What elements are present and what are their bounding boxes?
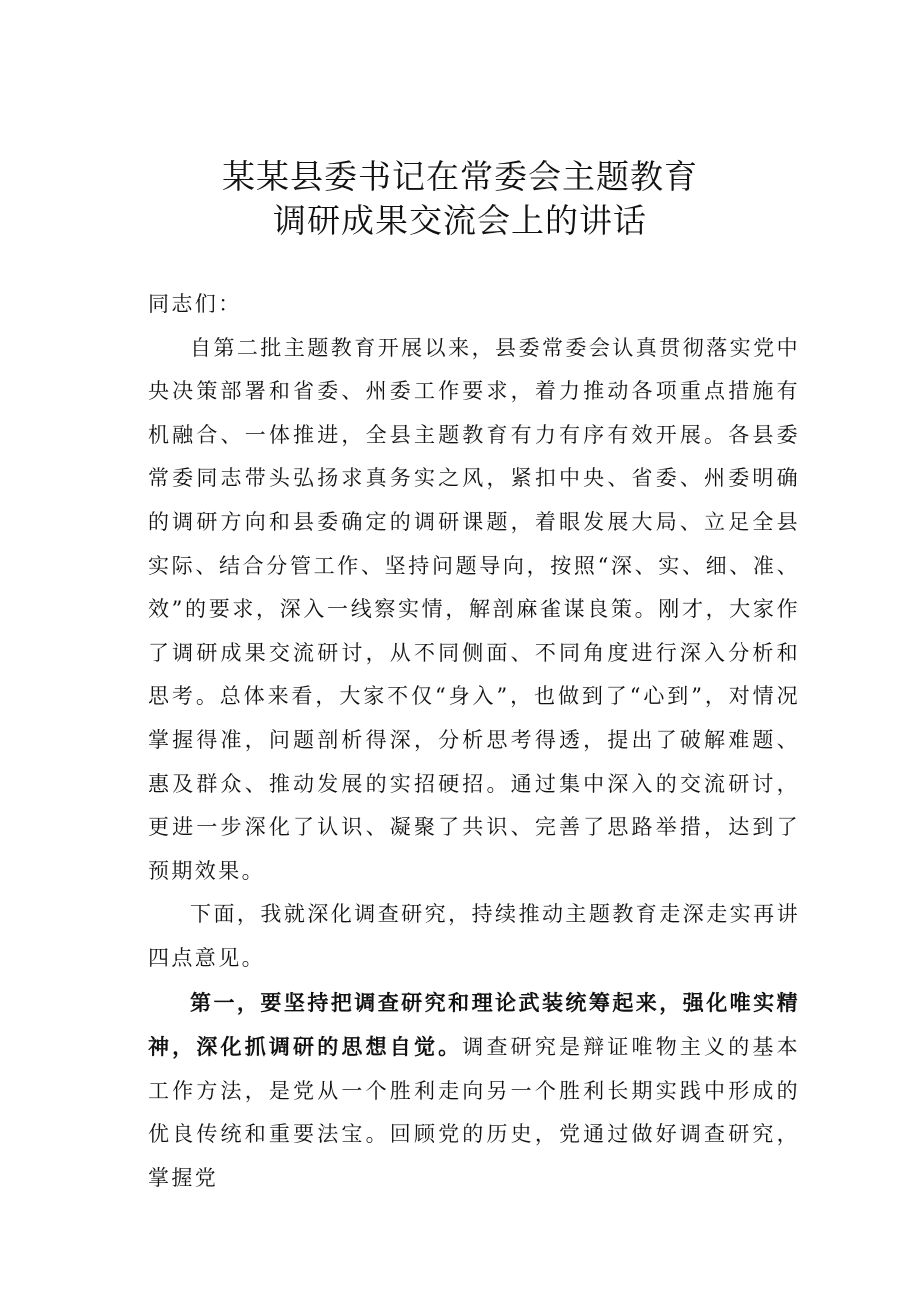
document-title-line-2: 调研成果交流会上的讲话 — [273, 201, 647, 240]
point-one-text: 调查研究是辩证唯物主义的基本工作方法，是党从一个胜利走向另一个胜利长期实践中形成的优良传统和重要法宝。回顾党的历史，党通过做好调查研究，掌握党 — [148, 1035, 800, 1190]
paragraph-intro: 自第二批主题教育开展以来，县委常委会认真贯彻落实党中央决策部署和省委、州委工作要求，着力推动各项重点措施有机融合、一体推进，全县主题教育有力有序有效开展。各县委常委同志带头弘扬求真务实之风，紧扣中央、省委、州委明确的调研方向和县委确定的调研课题，着眼发展大局、立足全县实际、结合分管工作、坚持问题导向，按照“深、实、细、准、效”的要求，深入一线察实情，解剖麻雀谋良策。刚才，大家作了调研成果交流研讨，从不同侧面、不同角度进行深入分析和思考。总体来看，大家不仅“身入”，也做到了“心到”，对情况掌握得准，问题剖析得深，分析思考得透，提出了破解难题、惠及群众、推动发展的实招硬招。通过集中深入的交流研讨，更进一步深化了认识、凝聚了共识、完善了思路举措，达到了预期效果。 — [148, 335, 800, 883]
point-one-heading: 第一，要坚持把调查研究和理论武装统筹起来，强化唯实精神，深化抓调研的思想自觉。 — [148, 989, 800, 1060]
document-title-line-1: 某某县委书记在常委会主题教育 — [222, 157, 698, 196]
salutation: 同志们： — [148, 292, 242, 316]
paragraph-transition: 下面，我就深化调查研究，持续推动主题教育走深走实再讲四点意见。 — [148, 902, 800, 970]
document-body — [148, 283, 800, 1200]
paragraph-point-one — [148, 981, 800, 1201]
